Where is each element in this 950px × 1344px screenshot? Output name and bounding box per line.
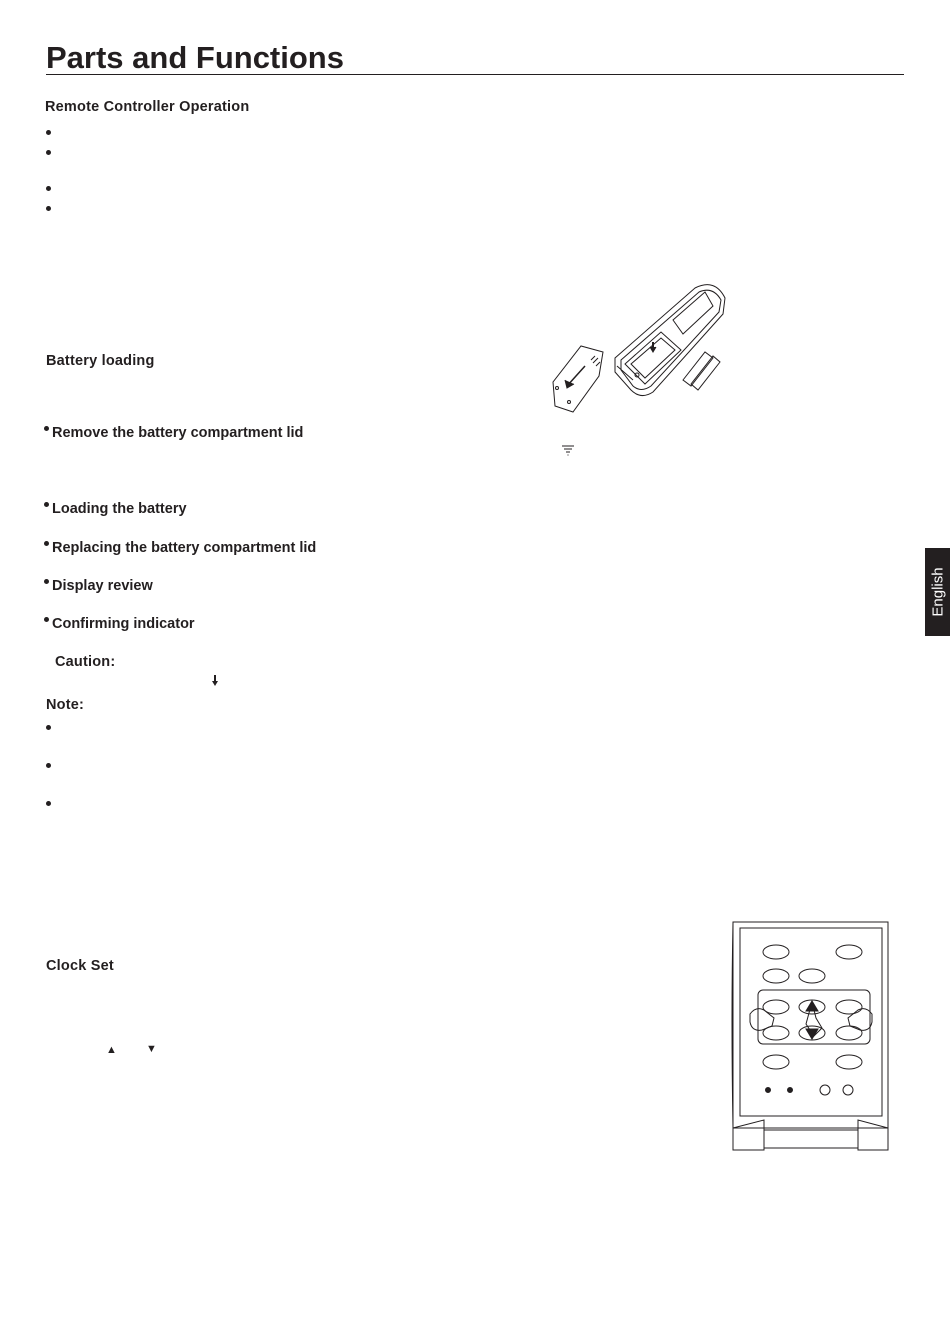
bullet-dot — [46, 206, 51, 211]
remote-battery-figure-icon — [545, 280, 735, 415]
battery-step-replace-lid: Replacing the battery compartment lid — [44, 540, 316, 556]
caution-label: Caution: — [55, 654, 116, 670]
down-arrow-icon — [211, 675, 219, 687]
bullet-dot — [44, 502, 49, 507]
battery-step-load: Loading the battery — [44, 501, 187, 517]
bullet-dot — [46, 763, 51, 768]
note-label: Note: — [46, 697, 85, 713]
language-tab-label: English — [929, 567, 946, 617]
down-triangle-icon: ▼ — [146, 1043, 157, 1055]
bullet-dot — [44, 579, 49, 584]
title-rule — [46, 74, 904, 75]
language-tab — [925, 548, 950, 636]
remote-clock-buttons-figure-icon — [728, 918, 894, 1156]
bullet-dot — [46, 186, 51, 191]
battery-step-remove-lid: Remove the battery compartment lid — [44, 425, 303, 441]
page-title: Parts and Functions — [46, 40, 344, 75]
bullet-dot — [44, 541, 49, 546]
bullet-dot — [44, 617, 49, 622]
bullet-dot — [46, 725, 51, 730]
bullet-dot — [46, 130, 51, 135]
up-triangle-icon: ▲ — [106, 1044, 117, 1056]
remote-operation-heading: Remote Controller Operation — [45, 99, 250, 115]
battery-step-display-review: Display review — [44, 578, 153, 594]
bullet-dot — [46, 801, 51, 806]
battery-step-confirm-indicator: Confirming indicator — [44, 616, 195, 632]
signal-icon — [561, 445, 575, 457]
bullet-dot — [44, 426, 49, 431]
battery-loading-heading: Battery loading — [46, 353, 155, 369]
clock-set-heading: Clock Set — [46, 958, 114, 974]
bullet-dot — [46, 150, 51, 155]
